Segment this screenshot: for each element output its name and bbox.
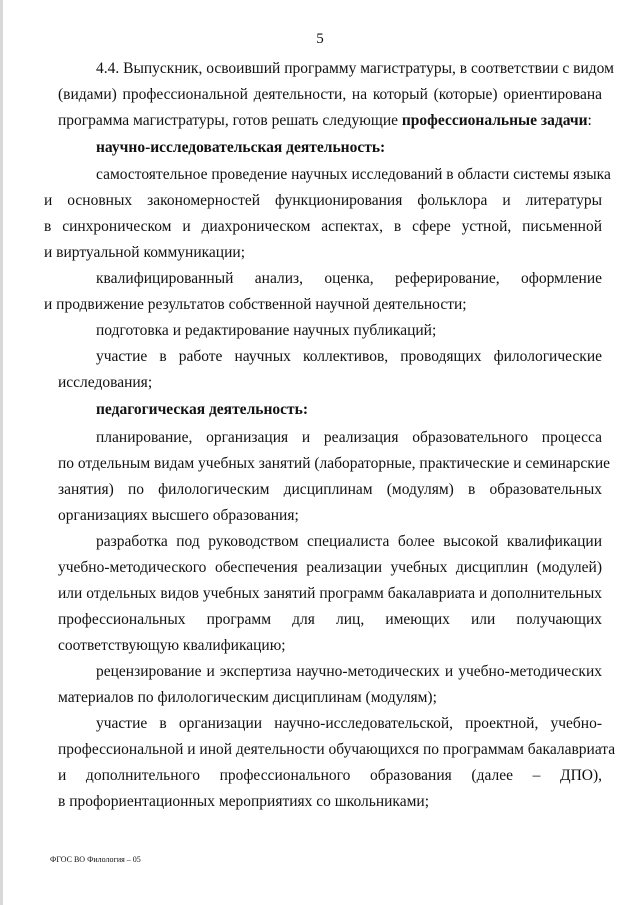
- page-number: 5: [316, 31, 324, 47]
- text-line: исследования;: [58, 374, 153, 391]
- section-heading: научно-исследовательская деятельность:: [96, 139, 386, 156]
- text-line: 4.4. Выпускник, освоивший программу магистратуры, в соответствии с видом: [96, 60, 614, 77]
- text-line: самостоятельное проведение научных исследований в области системы языка: [96, 166, 611, 183]
- text-line: учебно-методического обеспечения реализации учебных дисциплин (модулей): [58, 559, 602, 576]
- text-line: подготовка и редактирование научных публикаций;: [96, 322, 437, 339]
- section-heading: педагогическая деятельность:: [96, 401, 308, 418]
- text-line: рецензирование и экспертиза научно-методических и учебно-методических: [96, 663, 602, 680]
- text-line: в профориентационных мероприятиях со школьниками;: [58, 793, 430, 810]
- text-line: организациях высшего образования;: [58, 507, 299, 524]
- text-line: профессиональной и иной деятельности обучающихся по программам бакалавриата: [58, 741, 616, 758]
- text-line: разработка под руководством специалиста более высокой квалификации: [96, 533, 602, 550]
- bold-term: профессиональные задачи: [401, 112, 588, 129]
- text-line: по отдельным видам учебных занятий (лабораторные, практические и семинарские: [58, 455, 610, 472]
- text-line: или отдельных видов учебных занятий программ бакалавриата и дополнительных: [58, 585, 602, 602]
- footer-label: ФГОС ВО Филология – 05: [50, 855, 141, 864]
- scan-edge: [0, 0, 3, 905]
- text-line: программа магистратуры, готов решать следующие профессиональные задачи:: [58, 112, 592, 129]
- text-line: (видами) профессиональной деятельности, на который (которые) ориентирована: [58, 86, 602, 103]
- text-line: соответствующую квалификацию;: [58, 637, 286, 654]
- text-line: квалифицированный анализ, оценка, реферирование, оформление: [96, 270, 602, 287]
- text-line: материалов по филологическим дисциплинам (модулям);: [58, 689, 437, 706]
- text-line-start: программа магистратуры, готов решать следующие: [58, 112, 402, 129]
- text-line: планирование, организация и реализация образовательного процесса: [96, 429, 602, 446]
- text-line: профессиональных программ для лиц, имеющих или получающих: [58, 611, 602, 628]
- text-line: занятия) по филологическим дисциплинам (модулям) в образовательных: [58, 481, 602, 498]
- text-line: и виртуальной коммуникации;: [44, 244, 246, 261]
- text-line: и основных закономерностей функционирования фольклора и литературы: [44, 192, 602, 209]
- text-line: и дополнительного профессионального образования (далее – ДПО),: [58, 767, 602, 784]
- text-line: и продвижение результатов собственной научной деятельности;: [44, 296, 467, 313]
- text-line: участие в работе научных коллективов, проводящих филологические: [96, 348, 602, 365]
- text-line: участие в организации научно-исследовательской, проектной, учебно-: [96, 715, 602, 732]
- text-line: в синхроническом и диахроническом аспектах, в сфере устной, письменной: [44, 218, 602, 235]
